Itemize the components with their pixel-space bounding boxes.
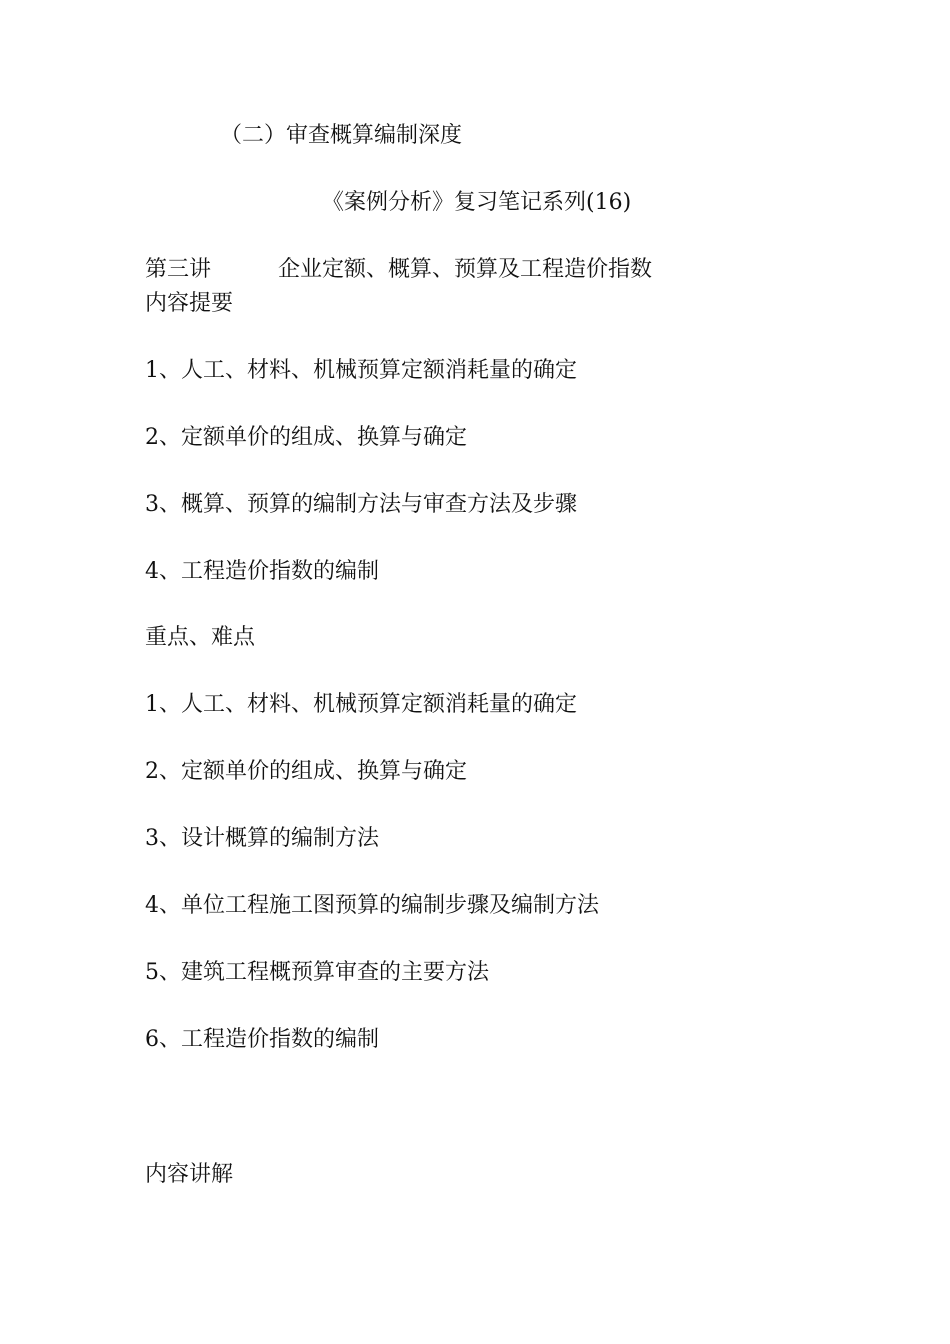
key-points-heading: 重点、难点 bbox=[145, 625, 256, 650]
subsection-heading: （二）审查概算编制深度 bbox=[220, 123, 463, 148]
lecture-heading bbox=[145, 255, 652, 285]
list-item: 5、建筑工程概预算审查的主要方法 bbox=[145, 960, 489, 985]
list-item: 3、概算、预算的编制方法与审查方法及步骤 bbox=[145, 492, 577, 517]
lecture-number: 第三讲 bbox=[145, 257, 212, 282]
list-item: 4、单位工程施工图预算的编制步骤及编制方法 bbox=[145, 893, 599, 918]
list-item: 3、设计概算的编制方法 bbox=[145, 826, 379, 851]
explanation-heading: 内容讲解 bbox=[145, 1162, 234, 1187]
list-item: 2、定额单价的组成、换算与确定 bbox=[145, 759, 467, 784]
list-item: 2、定额单价的组成、换算与确定 bbox=[145, 425, 467, 450]
list-item: 4、工程造价指数的编制 bbox=[145, 559, 379, 584]
document-title: 《案例分析》复习笔记系列(16) bbox=[322, 190, 632, 215]
summary-heading: 内容提要 bbox=[145, 291, 234, 316]
lecture-topic: 企业定额、概算、预算及工程造价指数 bbox=[278, 257, 653, 282]
list-item: 6、工程造价指数的编制 bbox=[145, 1027, 379, 1052]
list-item: 1、人工、材料、机械预算定额消耗量的确定 bbox=[145, 692, 577, 717]
list-item: 1、人工、材料、机械预算定额消耗量的确定 bbox=[145, 358, 577, 383]
